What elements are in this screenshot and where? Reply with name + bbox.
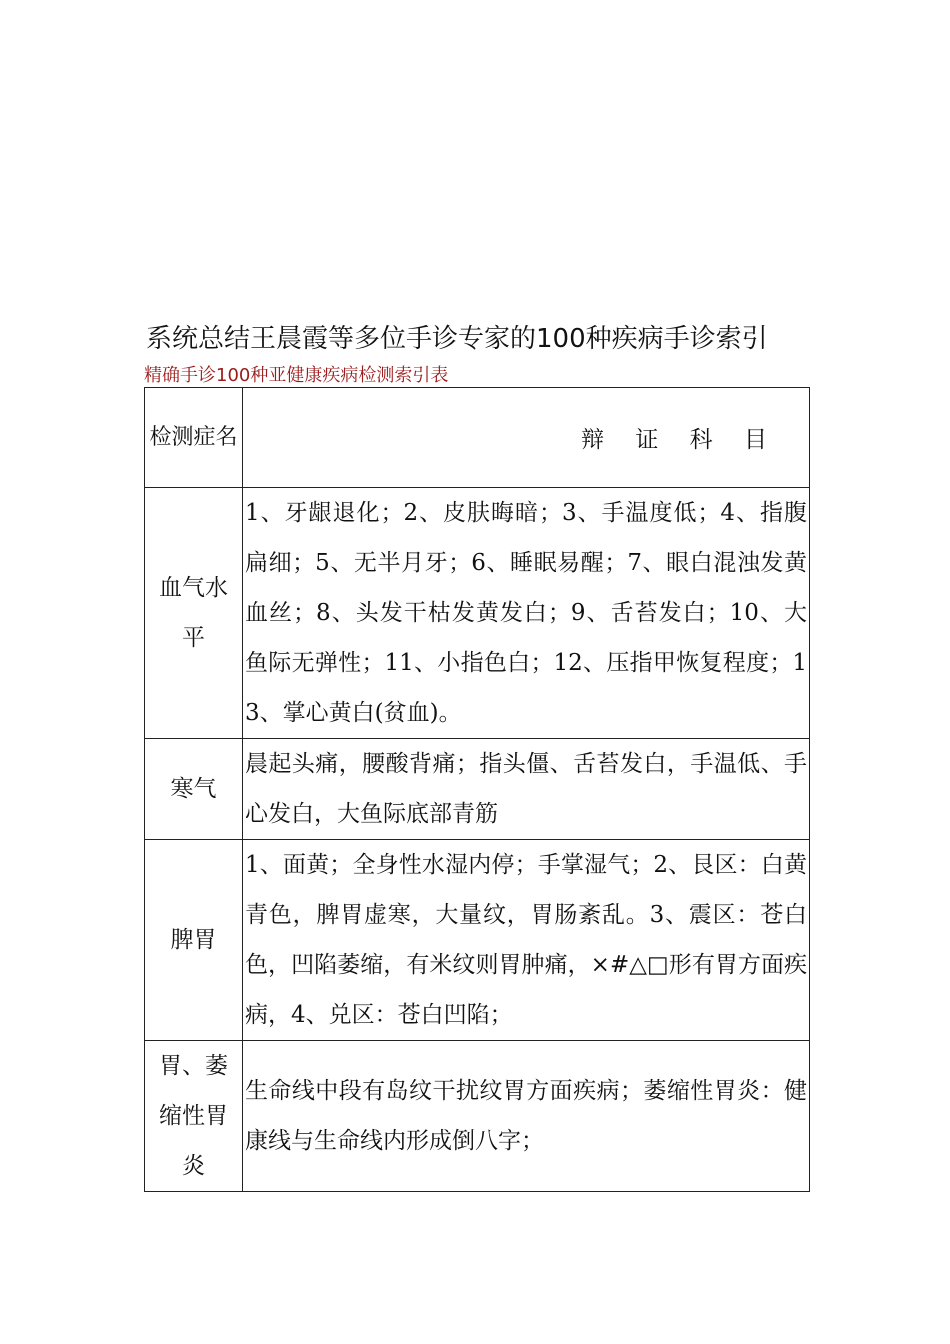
table-header-row: [145, 388, 810, 488]
row-symptom-name: 寒气: [145, 739, 243, 840]
table-row: [145, 488, 810, 739]
table-row: [145, 840, 810, 1041]
row-symptom-name: 血气水平: [145, 488, 243, 739]
document-title: 系统总结王晨霞等多位手诊专家的100种疾病手诊索引: [146, 324, 768, 354]
row-symptom-name: 脾胃: [145, 840, 243, 1041]
row-diagnosis-text: 1、面黄；全身性水湿内停；手掌湿气；2、艮区：白黄青色，脾胃虚寒，大量纹，胃肠紊乱。3、震区：苍白色，凹陷萎缩，有米纹则胃肿痛，×#△□形有胃方面疾病，4、兑区：苍白凹陷；: [243, 840, 810, 1041]
table-row: [145, 739, 810, 840]
table-row: [145, 1041, 810, 1192]
header-symptom-name: 检测症名: [145, 388, 243, 488]
row-symptom-name: 胃、萎缩性胃炎: [145, 1041, 243, 1192]
row-diagnosis-text: 生命线中段有岛纹干扰纹胃方面疾病；萎缩性胃炎：健康线与生命线内形成倒八字；: [243, 1041, 810, 1192]
row-diagnosis-text: 1、牙龈退化；2、皮肤晦暗；3、手温度低；4、指腹扁细；5、无半月牙；6、睡眠易醒；7、眼白混浊发黄血丝；8、头发干枯发黄发白；9、舌苔发白；10、大鱼际无弹性；11、小指色白；12、压指甲恢复程度；13、掌心黄白(贫血)。: [243, 488, 810, 739]
diagnosis-index-table: [144, 387, 810, 1192]
header-diagnosis-subject: 辩 证 科 目: [243, 388, 810, 488]
document-subtitle: 精确手诊100种亚健康疾病检测索引表: [144, 365, 449, 386]
row-diagnosis-text: 晨起头痛，腰酸背痛；指头僵、舌苔发白，手温低、手心发白，大鱼际底部青筋: [243, 739, 810, 840]
